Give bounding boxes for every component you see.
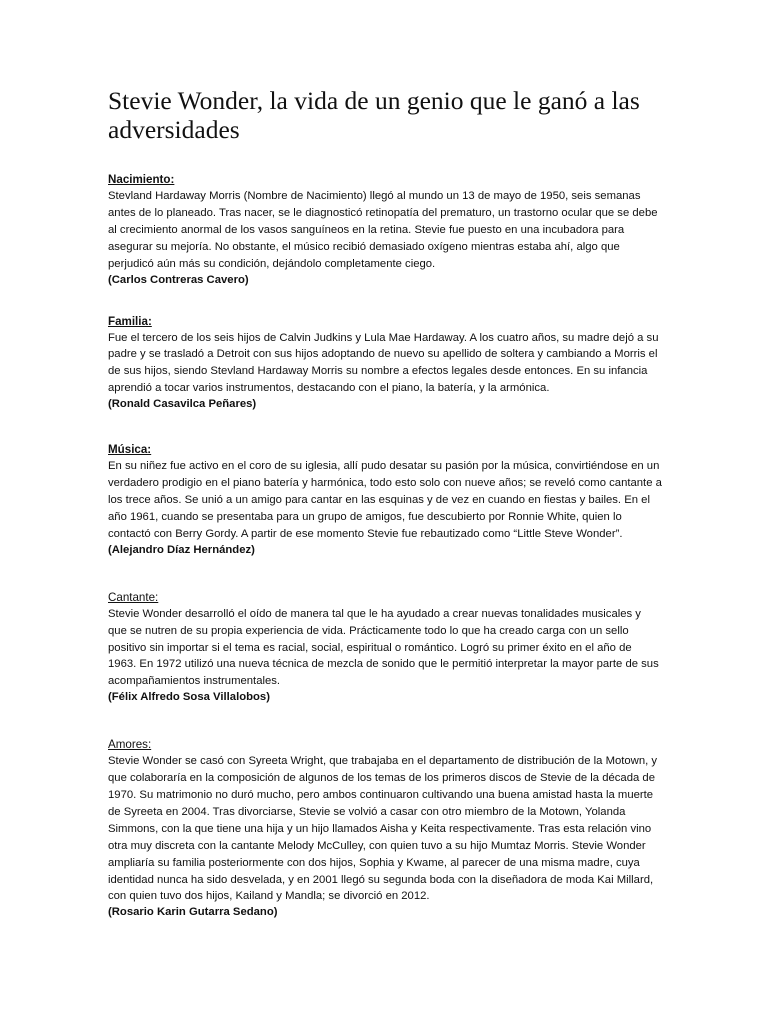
section-heading: Amores: xyxy=(108,738,152,752)
section-heading: Cantante: xyxy=(108,590,159,604)
section-musica xyxy=(108,440,662,558)
section-heading: Música: xyxy=(108,443,152,457)
section-author: (Rosario Karin Gutarra Sedano) xyxy=(108,906,278,919)
section-body: Stevie Wonder se casó con Syreeta Wright, que trabajaba en el departamento de distribución de la Motown, y que colaboraría en la composición de algunos de los temas de los primeros discos de Stevie de la década de 1970. Su matrimonio no duró mucho, pero ambos continuaron cultivando una buena amistad hasta la muerte de Syreeta en 2004. Tras divorciarse, Stevie se volvió a casar con otro miembro de la Motown, Yolanda Simmons, con la que tiene una hija y un hijo llamados Aisha y Keita respectivamente. Tras esta relación vino otra muy discreta con la cantante Melody McCulley, con quien tuvo a su hijo Mumtaz Morris. Stevie Wonder ampliaría su familia posteriormente con dos hijos, Sophia y Kwame, al parecer de una misma madre, cuya identidad nunca ha sido desvelada, y en 2001 llegó su segunda boda con la diseñadora de moda Kai Millard, con quien tuvo dos hijos, Kailand y Mandla; se divorció en 2012. xyxy=(108,755,658,903)
section-heading: Nacimiento: xyxy=(108,173,175,186)
section-author: (Carlos Contreras Cavero) xyxy=(108,273,249,286)
section-nacimiento xyxy=(108,170,662,288)
section-cantante xyxy=(108,588,662,706)
section-heading: Familia: xyxy=(108,314,152,328)
section-body: En su niñez fue activo en el coro de su iglesia, allí pudo desatar su pasión por la música, convirtiéndose en un verdadero prodigio en el piano batería y harmónica, todo esto solo con nueve años; se reveló como cantante a los trece años. Se unió a un amigo para cantar en las esquinas y de vez en cuando en fiestas y bailes. En el año 1961, cuando se presentaba para un grupo de amigos, fue descubierto por Ronnie White, quien lo contactó con Berry Gordy. A partir de ese momento Stevie fue rebautizado como “Little Steve Wonder”. xyxy=(108,460,662,540)
section-author: (Ronald Casavilca Peñares) xyxy=(108,398,257,411)
section-body: Stevland Hardaway Morris (Nombre de Nacimiento) llegó al mundo un 13 de mayo de 1950, seis semanas antes de lo planeado. Tras nacer, se le diagnosticó retinopatía del prematuro, un trastorno ocular que se debe al crecimiento anormal de los vasos sanguíneos en la retina. Stevie fue puesto en una incubadora para asegurar su mejoría. No obstante, el músico recibió demasiado oxígeno mientras estaba ahí, algo que perjudicó aún más su condición, dejándolo completamente ciego. xyxy=(108,190,658,270)
section-author: (Alejandro Díaz Hernández) xyxy=(108,543,255,556)
page-title: Stevie Wonder, la vida de un genio que le ganó a las adversidades xyxy=(108,86,640,144)
section-amores xyxy=(108,735,662,920)
section-familia xyxy=(108,312,662,413)
section-body: Stevie Wonder desarrolló el oído de manera tal que le ha ayudado a crear nuevas tonalidades musicales y que se nutren de su propia experiencia de vida. Prácticamente todo lo que ha creado carga con un sello positivo sin importar si el tema es racial, social, espiritual o romántico. Logró su primer éxito en el año de 1963. En 1972 utilizó una nueva técnica de mezcla de sonido que le permitió interpretar la mayor parte de sus acompañamientos instrumentales. xyxy=(108,607,659,688)
section-body: Fue el tercero de los seis hijos de Calvin Judkins y Lula Mae Hardaway. A los cuatro años, su madre dejó a su padre y se trasladó a Detroit con sus hijos adoptando de nuevo su apellido de soltera y cambiando a Morris el de sus hijos, siendo Stevland Hardaway Morris su nombre a efectos legales desde entonces. En su infancia aprendió a tocar varios instrumentos, destacando con el piano, la batería, y la armónica. xyxy=(108,331,659,395)
section-author: (Félix Alfredo Sosa Villalobos) xyxy=(108,691,270,704)
